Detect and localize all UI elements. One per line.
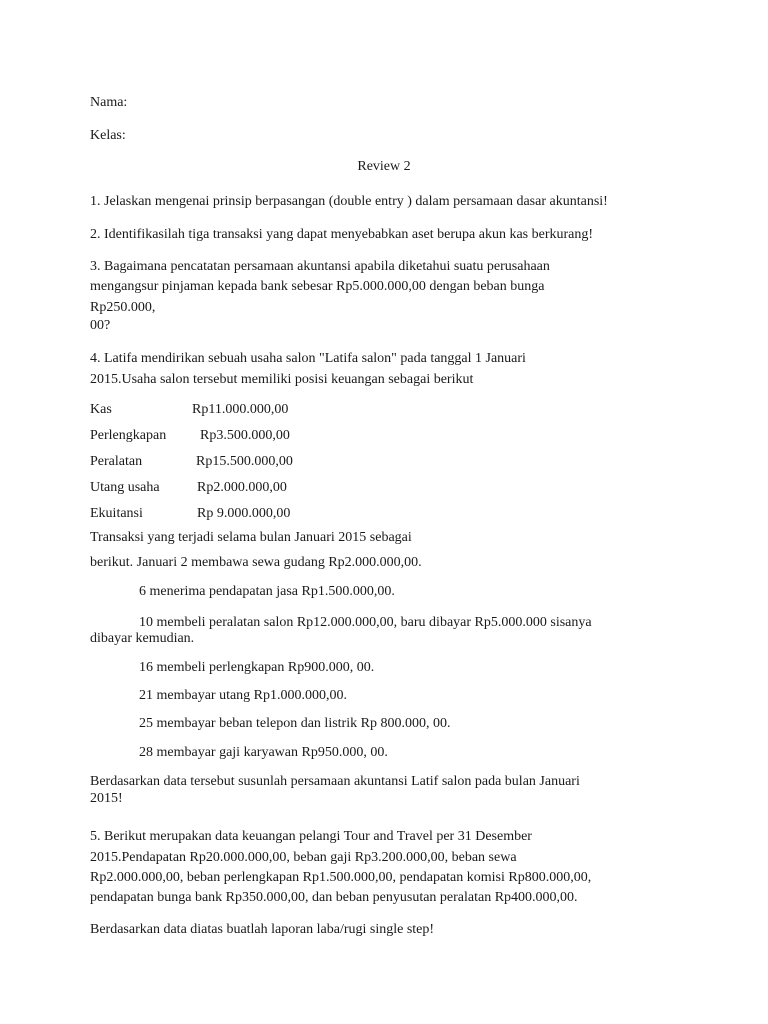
question-1: 1. Jelaskan mengenai prinsip berpasangan (double entry ) dalam persamaan dasar akuntansi! (90, 194, 608, 209)
position-value: Rp2.000.000,00 (197, 480, 287, 495)
transaction-28: 28 membayar gaji karyawan Rp950.000, 00. (139, 745, 388, 760)
position-value: Rp3.500.000,00 (200, 428, 290, 443)
question-5-line-1: 5. Berikut merupakan data keuangan pelangi Tour and Travel per 31 Desember (90, 829, 532, 844)
question-5-line-3: Rp2.000.000,00, beban perlengkapan Rp1.500.000,00, pendapatan komisi Rp800.000,00, (90, 870, 592, 885)
question-3-line-1: 3. Bagaimana pencatatan persamaan akuntansi apabila diketahui suatu perusahaan (90, 259, 550, 274)
question-4-closing-1: Berdasarkan data tersebut susunlah persamaan akuntansi Latif salon pada bulan Januari (90, 774, 580, 789)
question-4-closing-2: 2015! (90, 791, 123, 806)
question-4-line-1: 4. Latifa mendirikan sebuah usaha salon "Latifa salon" pada tanggal 1 Januari (90, 351, 526, 366)
position-value: Rp11.000.000,00 (192, 402, 289, 417)
transaction-16: 16 membeli perlengkapan Rp900.000, 00. (139, 660, 375, 675)
transaction-25: 25 membayar beban telepon dan listrik Rp 800.000, 00. (139, 716, 451, 731)
question-3-line-2: mengangsur pinjaman kepada bank sebesar Rp5.000.000,00 dengan beban bunga (90, 279, 545, 294)
position-value: Rp15.500.000,00 (196, 454, 293, 469)
nama-label: Nama: (90, 95, 128, 110)
position-row (90, 427, 290, 444)
position-label: Kas (90, 402, 112, 417)
transaction-6: 6 menerima pendapatan jasa Rp1.500.000,00. (139, 584, 395, 599)
transaction-10-line-1: 10 membeli peralatan salon Rp12.000.000,00, baru dibayar Rp5.000.000 sisanya (139, 615, 592, 630)
transaction-10-line-2: dibayar kemudian. (90, 631, 195, 646)
question-3-line-4: 00? (90, 318, 111, 333)
page-title: Review 2 (357, 159, 411, 174)
position-label: Ekuitansi (90, 506, 143, 521)
transaction-21: 21 membayar utang Rp1.000.000,00. (139, 688, 348, 703)
position-row (90, 401, 288, 418)
transaction-intro-2: berikut. Januari 2 membawa sewa gudang Rp2.000.000,00. (90, 555, 422, 570)
question-5-closing: Berdasarkan data diatas buatlah laporan laba/rugi single step! (90, 922, 435, 937)
kelas-label: Kelas: (90, 128, 126, 143)
position-label: Perlengkapan (90, 428, 167, 443)
position-row (90, 479, 287, 496)
position-row (90, 453, 293, 470)
question-4-line-2: 2015.Usaha salon tersebut memiliki posisi keuangan sebagai berikut (90, 372, 474, 387)
question-5-line-4: pendapatan bunga bank Rp350.000,00, dan beban penyusutan peralatan Rp400.000,00. (90, 890, 578, 905)
transaction-intro-1: Transaksi yang terjadi selama bulan Januari 2015 sebagai (90, 530, 412, 545)
question-3-line-3: Rp250.000, (90, 300, 156, 315)
position-row (90, 505, 290, 522)
question-2: 2. Identifikasilah tiga transaksi yang dapat menyebabkan aset berupa akun kas berkurang! (90, 227, 594, 242)
position-label: Utang usaha (90, 480, 160, 495)
position-value: Rp 9.000.000,00 (197, 506, 291, 521)
question-5-line-2: 2015.Pendapatan Rp20.000.000,00, beban gaji Rp3.200.000,00, beban sewa (90, 850, 517, 865)
position-label: Peralatan (90, 454, 143, 469)
